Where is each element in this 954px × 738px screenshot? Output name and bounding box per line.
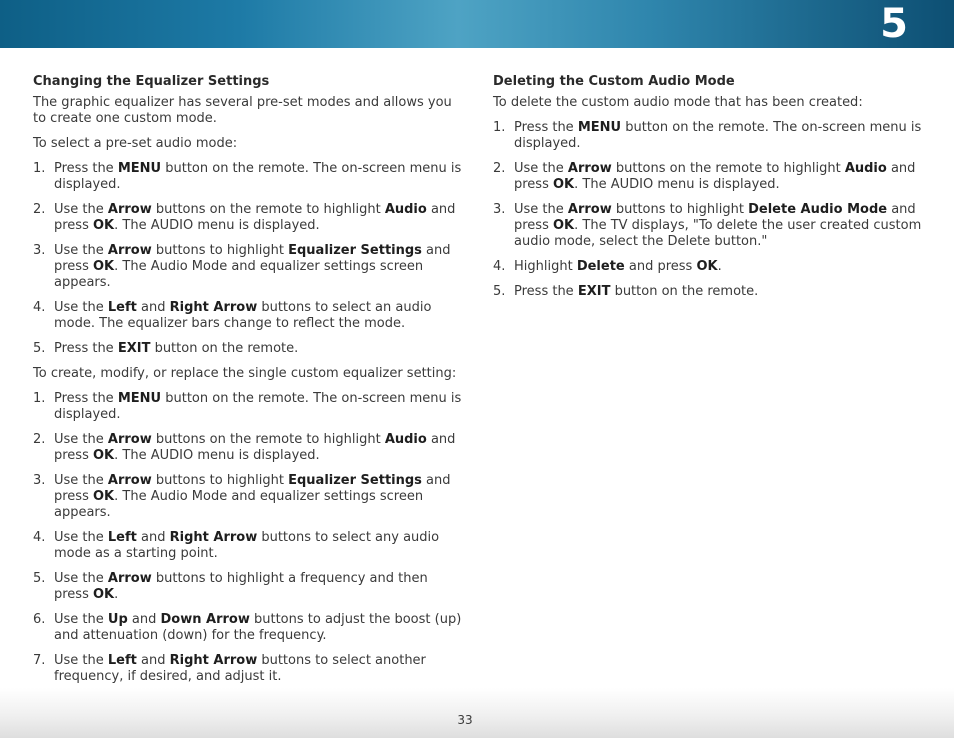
step-text: and: [136, 530, 170, 545]
step-keyword: Equalizer Settings: [288, 243, 422, 258]
section-heading-delete-mode: Deleting the Custom Audio Mode: [493, 74, 735, 89]
step-text: and press: [624, 259, 697, 274]
step-text: Use the: [54, 300, 108, 315]
step-text: buttons to highlight a frequency and then press: [54, 571, 428, 602]
step-text: and: [136, 300, 170, 315]
step-keyword: Down Arrow: [160, 612, 250, 627]
step-text: . The Audio Mode and equalizer settings screen appears.: [54, 259, 424, 290]
step-text: buttons to select any audio mode as a starting point.: [54, 530, 440, 561]
step-keyword: Left: [107, 530, 137, 545]
step-keyword: OK: [696, 259, 718, 274]
step-item: [33, 432, 466, 464]
step-text: buttons to highlight: [151, 473, 289, 488]
step-text: and press: [54, 432, 456, 463]
step-number: 4.: [33, 300, 46, 315]
delete-intro: To delete the custom audio mode that has been created:: [493, 95, 863, 110]
step-keyword: Arrow: [107, 432, 152, 447]
step-keyword: Delete Audio Mode: [748, 202, 888, 217]
header-band: [0, 0, 954, 48]
step-text: and press: [54, 202, 456, 233]
step-item: [493, 202, 925, 250]
step-text: buttons on the remote to highlight: [611, 161, 845, 176]
step-keyword: Right Arrow: [169, 653, 258, 668]
step-item: [493, 284, 925, 300]
step-text: button on the remote. The on-screen menu is displayed.: [514, 120, 922, 151]
step-number: 7.: [33, 653, 46, 668]
step-text: buttons to select an audio mode. The equalizer bars change to reflect the mode.: [54, 300, 432, 331]
step-keyword: EXIT: [117, 341, 151, 356]
step-item: [33, 341, 466, 357]
step-text: buttons to highlight: [151, 243, 289, 258]
step-item: [33, 612, 466, 644]
step-text: . The AUDIO menu is displayed.: [114, 448, 320, 463]
step-text: button on the remote.: [150, 341, 299, 356]
step-item: [33, 243, 466, 291]
step-item: [493, 161, 925, 193]
step-keyword: OK: [93, 489, 115, 504]
step-text: and press: [514, 161, 916, 192]
step-text: Use the: [54, 653, 108, 668]
custom-steps-list: [33, 391, 466, 710]
step-keyword: OK: [93, 259, 115, 274]
step-number: 5.: [33, 571, 46, 586]
step-text: Highlight: [514, 259, 577, 274]
preset-steps-list: [33, 161, 466, 357]
step-text: Press the: [514, 120, 578, 135]
step-text: Use the: [514, 202, 568, 217]
step-keyword: Left: [107, 300, 137, 315]
section-heading-equalizer: Changing the Equalizer Settings: [33, 74, 270, 89]
step-number: 1.: [493, 120, 506, 135]
step-text: Use the: [514, 161, 568, 176]
step-text: buttons on the remote to highlight: [151, 432, 385, 447]
step-keyword: OK: [93, 587, 115, 602]
step-keyword: Arrow: [107, 243, 152, 258]
step-number: 6.: [33, 612, 46, 627]
step-text: Press the: [54, 391, 118, 406]
step-keyword: Audio: [844, 161, 887, 176]
step-text: Press the: [54, 161, 118, 176]
step-number: 3.: [33, 243, 46, 258]
step-item: [493, 259, 925, 275]
step-text: . The AUDIO menu is displayed.: [114, 218, 320, 233]
step-keyword: OK: [553, 218, 575, 233]
right-column: [493, 74, 925, 309]
step-text: Use the: [54, 432, 108, 447]
step-keyword: Arrow: [567, 161, 612, 176]
step-number: 3.: [493, 202, 506, 217]
step-number: 1.: [33, 161, 46, 176]
step-keyword: Arrow: [107, 473, 152, 488]
step-text: .: [717, 259, 722, 274]
step-keyword: MENU: [117, 391, 162, 406]
step-number: 4.: [33, 530, 46, 545]
step-text: buttons on the remote to highlight: [151, 202, 385, 217]
step-text: button on the remote. The on-screen menu is displayed.: [54, 391, 462, 422]
step-text: Use the: [54, 202, 108, 217]
step-keyword: Right Arrow: [169, 530, 258, 545]
step-text: button on the remote.: [610, 284, 759, 299]
step-keyword: Arrow: [107, 571, 152, 586]
step-number: 4.: [493, 259, 506, 274]
step-text: and press: [54, 243, 451, 274]
step-number: 2.: [33, 432, 46, 447]
page-number: 33: [457, 713, 473, 727]
step-keyword: OK: [553, 177, 575, 192]
step-text: buttons to select another frequency, if desired, and adjust it.: [54, 653, 426, 684]
step-keyword: Left: [107, 653, 137, 668]
step-text: Press the: [54, 341, 118, 356]
step-text: . The Audio Mode and equalizer settings screen appears.: [54, 489, 424, 520]
step-keyword: Audio: [384, 432, 427, 447]
step-number: 3.: [33, 473, 46, 488]
step-item: [33, 300, 466, 332]
step-keyword: EXIT: [577, 284, 611, 299]
step-text: . The AUDIO menu is displayed.: [574, 177, 780, 192]
step-keyword: MENU: [117, 161, 162, 176]
step-text: and press: [54, 473, 451, 504]
step-item: [493, 120, 925, 152]
step-text: and: [127, 612, 161, 627]
step-item: [33, 391, 466, 423]
step-number: 2.: [33, 202, 46, 217]
step-item: [33, 653, 466, 685]
step-item: [33, 473, 466, 521]
step-text: Use the: [54, 612, 108, 627]
chapter-number: 5: [880, 1, 908, 47]
step-text: and press: [514, 202, 916, 233]
step-text: Use the: [54, 243, 108, 258]
step-keyword: OK: [93, 448, 115, 463]
step-keyword: Audio: [384, 202, 427, 217]
step-keyword: OK: [93, 218, 115, 233]
step-number: 2.: [493, 161, 506, 176]
preset-intro: To select a pre-set audio mode:: [33, 136, 238, 151]
step-text: buttons to highlight: [611, 202, 749, 217]
step-text: .: [114, 587, 119, 602]
step-keyword: Equalizer Settings: [288, 473, 422, 488]
step-text: Use the: [54, 530, 108, 545]
custom-intro: To create, modify, or replace the single custom equalizer setting:: [33, 366, 457, 381]
step-item: [33, 530, 466, 562]
equalizer-intro: The graphic equalizer has several pre-set modes and allows you to create one custom mode.: [33, 95, 452, 126]
step-text: Use the: [54, 571, 108, 586]
step-number: 5.: [33, 341, 46, 356]
step-keyword: Right Arrow: [169, 300, 258, 315]
delete-steps-list: [493, 120, 925, 300]
step-text: buttons to adjust the boost (up) and attenuation (down) for the frequency.: [54, 612, 462, 643]
step-text: Press the: [514, 284, 578, 299]
step-number: 5.: [493, 284, 506, 299]
left-column: [33, 74, 466, 719]
step-number: 1.: [33, 391, 46, 406]
step-keyword: Arrow: [107, 202, 152, 217]
step-keyword: Delete: [576, 259, 625, 274]
step-keyword: MENU: [577, 120, 622, 135]
step-keyword: Up: [107, 612, 128, 627]
step-item: [33, 202, 466, 234]
step-text: . The TV displays, "To delete the user created custom audio mode, select the Delete button.": [514, 218, 922, 249]
step-item: [33, 571, 466, 603]
step-text: button on the remote. The on-screen menu is displayed.: [54, 161, 462, 192]
step-keyword: Arrow: [567, 202, 612, 217]
step-text: Use the: [54, 473, 108, 488]
step-item: [33, 161, 466, 193]
step-text: and: [136, 653, 170, 668]
